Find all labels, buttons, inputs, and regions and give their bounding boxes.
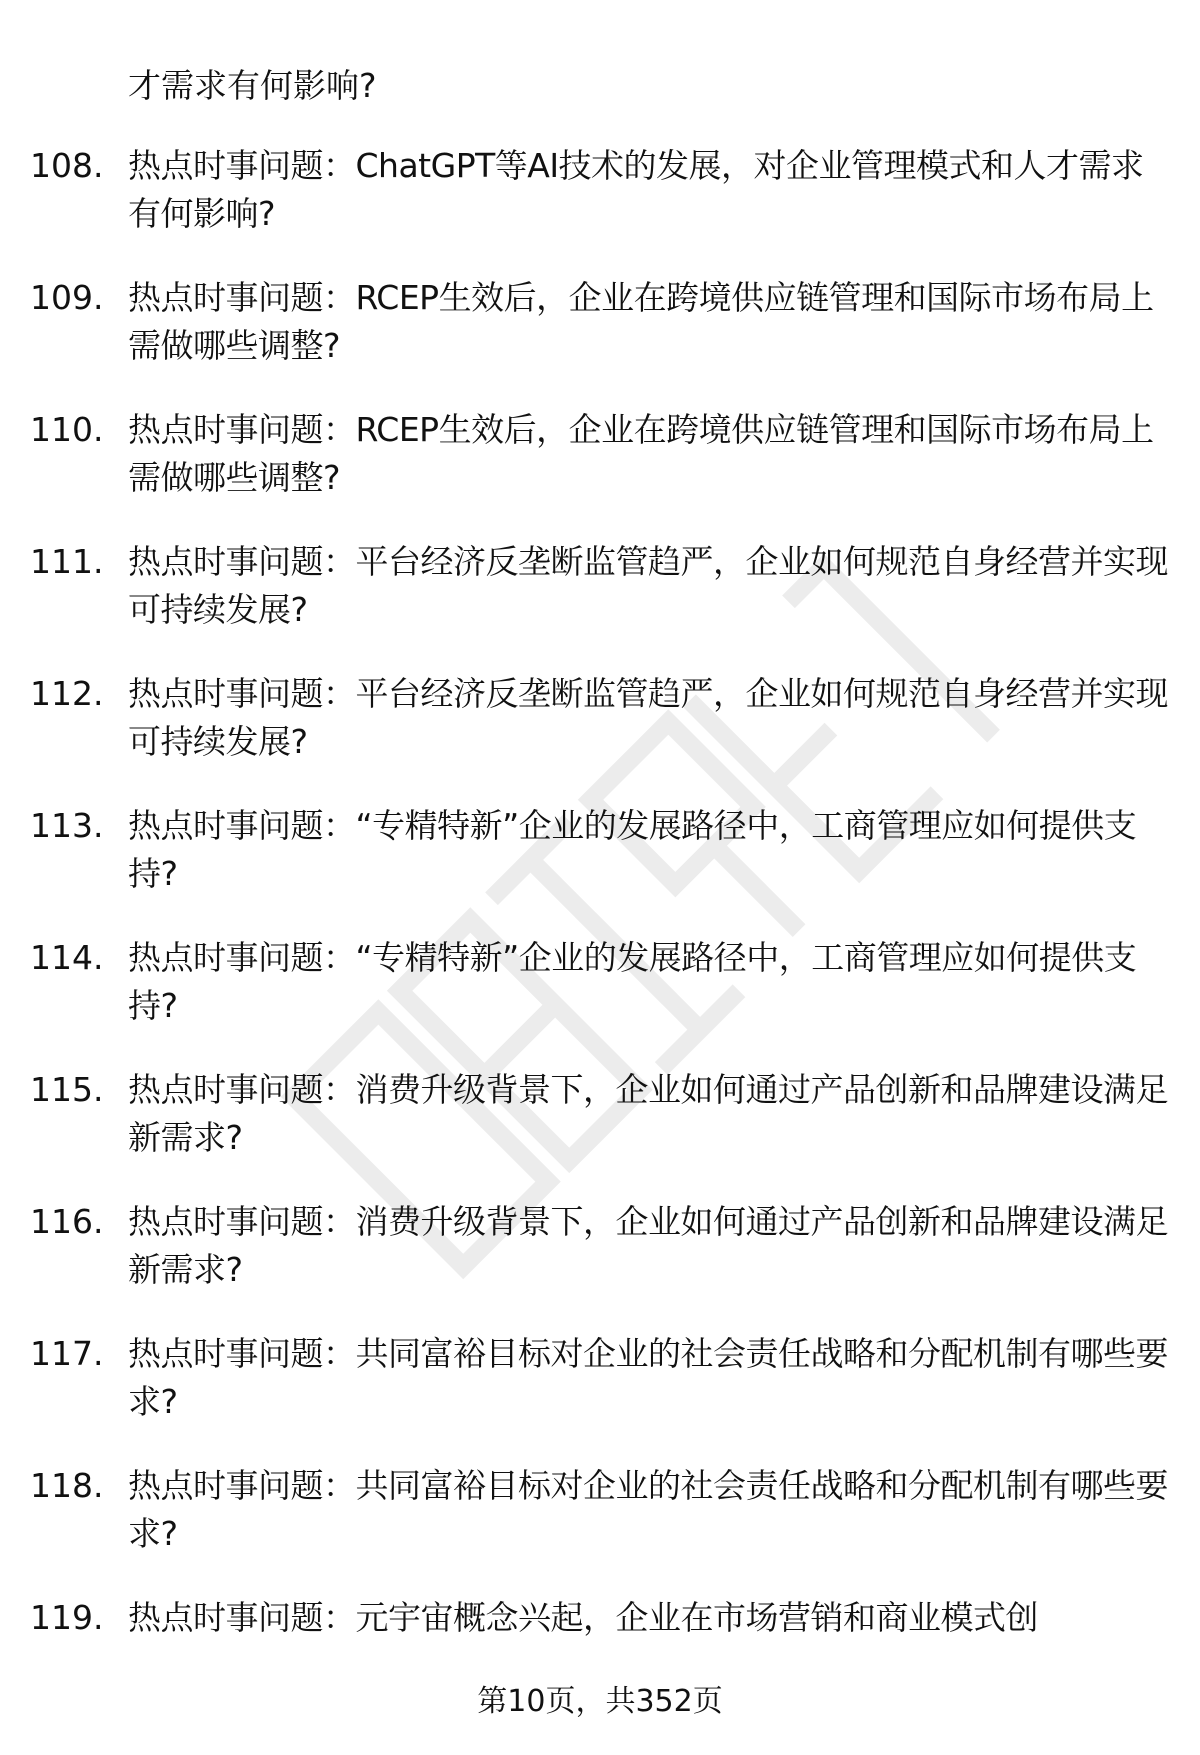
question-item — [0, 934, 1200, 1066]
question-text: 热点时事问题：共同富裕目标对企业的社会责任战略和分配机制有哪些要求? — [128, 1334, 1168, 1421]
question-item — [0, 802, 1200, 934]
question-text: 热点时事问题：消费升级背景下，企业如何通过产品创新和品牌建设满足新需求? — [128, 1202, 1168, 1289]
page-number-footer: 第10页，共352页 — [477, 1684, 723, 1719]
question-number: 118. — [30, 1466, 104, 1505]
question-number: 111. — [30, 542, 104, 581]
question-text: 热点时事问题：RCEP生效后，企业在跨境供应链管理和国际市场布局上需做哪些调整? — [128, 410, 1154, 497]
question-item — [0, 1198, 1200, 1330]
question-item — [0, 1066, 1200, 1198]
question-item — [0, 406, 1200, 538]
question-text: 热点时事问题：平台经济反垄断监管趋严，企业如何规范自身经营并实现可持续发展? — [128, 674, 1168, 761]
question-item — [0, 670, 1200, 802]
question-number: 115. — [30, 1070, 104, 1109]
question-item — [0, 1462, 1200, 1594]
question-item — [0, 142, 1200, 274]
question-text: 热点时事问题：“专精特新”企业的发展路径中，工商管理应如何提供支持? — [128, 938, 1137, 1025]
question-number: 112. — [30, 674, 104, 713]
question-item — [0, 274, 1200, 406]
question-text: 热点时事问题：RCEP生效后，企业在跨境供应链管理和国际市场布局上需做哪些调整? — [128, 278, 1154, 365]
question-number: 119. — [30, 1598, 104, 1637]
question-number: 114. — [30, 938, 104, 977]
continued-question-text: 才需求有何影响? — [128, 66, 377, 105]
question-item — [0, 1330, 1200, 1462]
question-item — [0, 538, 1200, 670]
question-text: 热点时事问题：元宇宙概念兴起，企业在市场营销和商业模式创 — [128, 1598, 1038, 1637]
question-list — [0, 142, 1200, 1726]
question-number: 109. — [30, 278, 104, 317]
question-number: 108. — [30, 146, 104, 185]
question-number: 117. — [30, 1334, 104, 1373]
question-text: 热点时事问题：“专精特新”企业的发展路径中，工商管理应如何提供支持? — [128, 806, 1137, 893]
question-number: 116. — [30, 1202, 104, 1241]
question-number: 110. — [30, 410, 104, 449]
question-number: 113. — [30, 806, 104, 845]
question-text: 热点时事问题：消费升级背景下，企业如何通过产品创新和品牌建设满足新需求? — [128, 1070, 1168, 1157]
question-text: 热点时事问题：ChatGPT等AI技术的发展，对企业管理模式和人才需求有何影响? — [128, 146, 1144, 233]
question-text: 热点时事问题：共同富裕目标对企业的社会责任战略和分配机制有哪些要求? — [128, 1466, 1168, 1553]
question-text: 热点时事问题：平台经济反垄断监管趋严，企业如何规范自身经营并实现可持续发展? — [128, 542, 1168, 629]
